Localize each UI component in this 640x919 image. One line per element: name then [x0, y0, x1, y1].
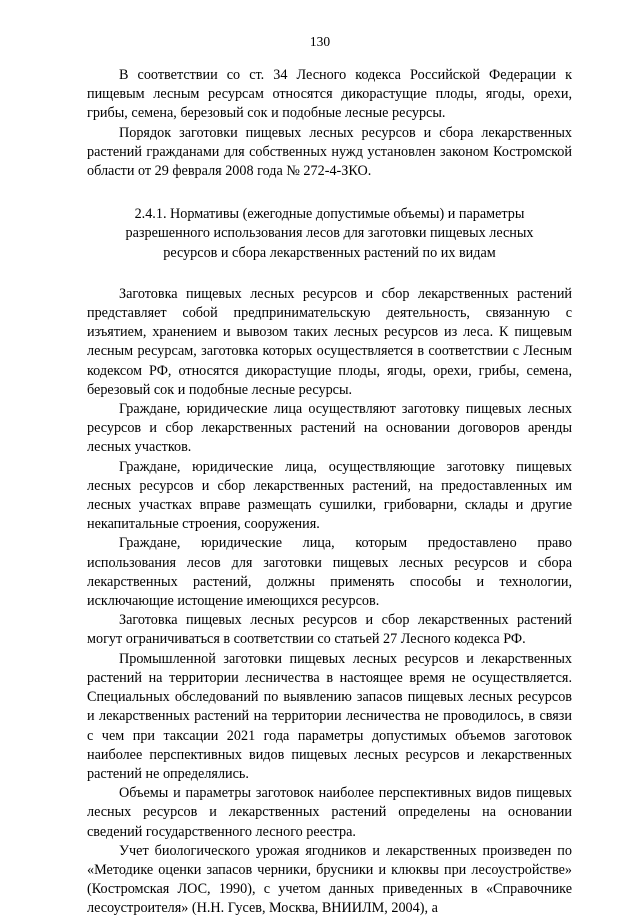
- paragraph: Порядок заготовки пищевых лесных ресурсов и сбора лекарственных растений гражданами для собственных нужд установлен законом Костромской области от 29 февраля 2008 года № 272-4-ЗКО.: [87, 124, 572, 180]
- paragraph: Заготовка пищевых лесных ресурсов и сбор лекарственных растений могут ограничиваться в соответствии со статьей 27 Лесного кодекса РФ.: [87, 612, 572, 648]
- page-number: 130: [309, 34, 331, 49]
- paragraph: Граждане, юридические лица, которым предоставлено право использования лесов для заготовки пищевых лесных ресурсов и сбора лекарственных растений, должны применять способы и технологии, исключающие истощение имеющихся ресурсов.: [87, 535, 572, 610]
- paragraph: Объемы и параметры заготовок наиболее перспективных видов пищевых лесных ресурсов и лекарственных растений определены на основании сведений государственного лесного реестра.: [87, 785, 572, 840]
- document-body: [87, 66, 572, 919]
- paragraph: Учет биологического урожая ягодников и лекарственных произведен по «Методике оценки запасов черники, брусники и клюквы при лесоустройстве» (Костромская ЛОС, 1990), с учетом данных приведенных в «Справочнике лесоустроителя» (Н.Н. Гусев, Москва, ВНИИЛМ, 2004), а: [87, 842, 572, 917]
- paragraph: Граждане, юридические лица осуществляют заготовку пищевых лесных ресурсов и сбор лекарственных растений на основании договоров аренды лесных участков.: [87, 401, 572, 456]
- paragraph: Граждане, юридические лица, осуществляющие заготовку пищевых лесных ресурсов и сбор лекарственных растений, на предоставленных им лесных участках вправе размещать сушилки, грибоварни, склады и другие некапитальные строения, сооружения.: [87, 458, 572, 533]
- paragraph: Промышленной заготовки пищевых лесных ресурсов и лекарственных растений на территории лесничества в настоящее время не осуществляется. Специальных обследований по выявлению запасов пищевых лесных ресурсов и лекарственных растений на территории лесничества не проводилось, в связи с чем при таксации 2021 года параметры допустимых объемов заготовок наиболее перспективных видов пищевых лесных ресурсов и лекарственных растений не определялись.: [87, 650, 572, 782]
- paragraph: В соответствии со ст. 34 Лесного кодекса Российской Федерации к пищевым лесным ресурсам относятся дикорастущие плоды, ягоды, орехи, грибы, семена, березовый сок и подобные лесные ресурсы.: [87, 67, 572, 122]
- section-heading: 2.4.1. Нормативы (ежегодные допустимые объемы) и параметры разрешенного использования лесов для заготовки пищевых лесных ресурсов и сбора лекарственных растений по их видам: [125, 206, 534, 261]
- paragraph: Заготовка пищевых лесных ресурсов и сбор лекарственных растений представляет собой предпринимательскую деятельность, связанную с изъятием, хранением и вывозом таких лесных ресурсов из леса. К пищевым лесным ресурсам, заготовка которых осуществляется в соответствии с Лесным кодексом РФ, относятся дикорастущие плоды, ягоды, орехи, грибы, семена, березовый сок и подобные лесные ресурсы.: [87, 285, 572, 398]
